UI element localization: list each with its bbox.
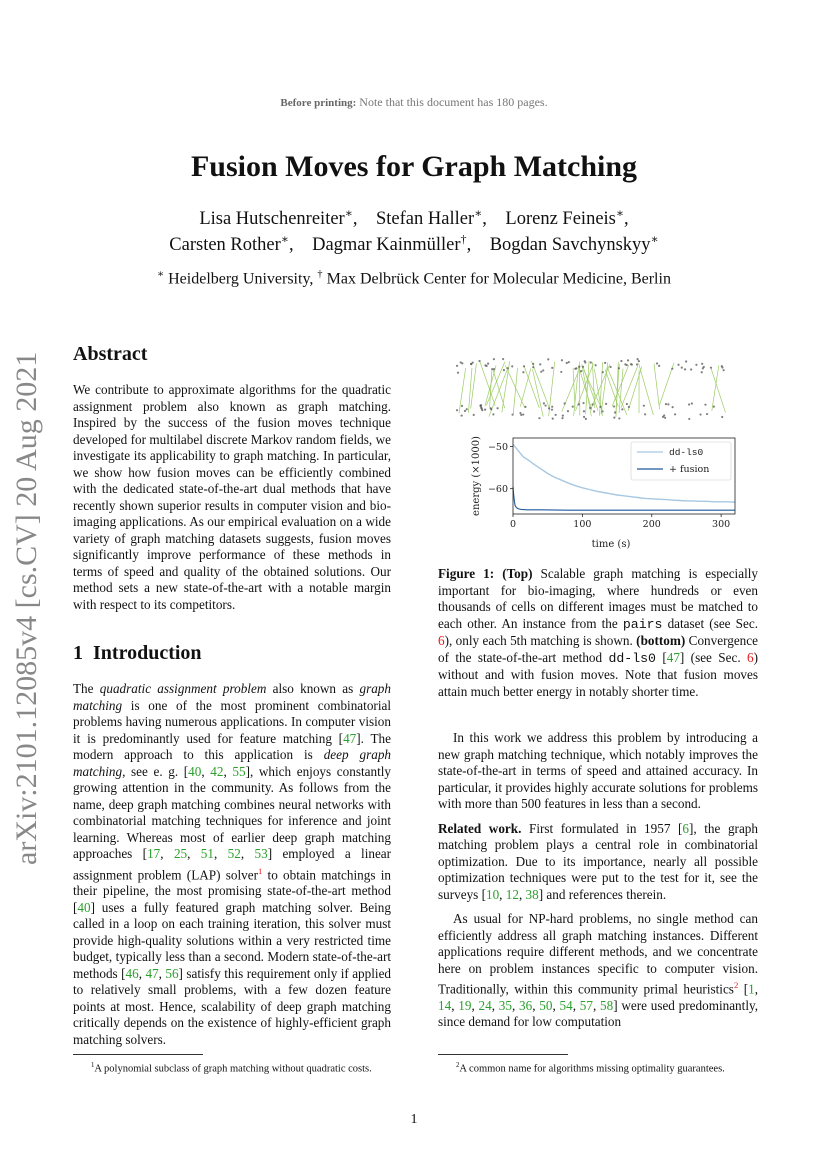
citation-link[interactable]: 56 [165, 965, 179, 981]
author: Dagmar Kainmüller† [312, 232, 467, 256]
abstract-text: We contribute to approximate algorithms for the quadratic assignment problem also known as graph matching. Inspired by the success of the fusion moves technique developed for multilabel discrete Markov random fields, we investigate its applicability to graph matching. In particular, we show how fusion moves can be efficiently combined with the dedicated state-of-the-art dual methods that have recently shown superior results in computer vision and bio-imaging applications. As our empirical evaluation on a wide variety of graph matching datasets suggests, fusion moves significantly improve performance of these methods in terms of speed and quality of the obtained solutions. Our method sets a new state-of-the-art with a notable margin with respect to its competitors. [73, 382, 391, 612]
footnote-marker[interactable]: 1 [257, 865, 263, 876]
x-tick-label: 0 [509, 519, 517, 530]
citation-link[interactable]: 52 [227, 846, 241, 861]
legend [631, 442, 731, 480]
author: Lorenz Feineis∗ [505, 206, 625, 230]
citation-link[interactable]: 1 [748, 981, 755, 997]
citation-link[interactable]: 47 [343, 730, 357, 746]
convergence-chart [455, 434, 740, 556]
paragraph-related-work: Related work. First formulated in 1957 [6], the graph matching problem plays a central role in combinatorial optimization. Due to its importance, nearly all possible optimization techniques were put to the test for it, see the surveys [10, 12, 38] and references therein. [438, 820, 758, 902]
author-line-1: Lisa Hutschenreiter∗, Stefan Haller∗, Lorenz Feineis∗, [199, 206, 629, 230]
paragraph: In this work we address this problem by introducing a new graph matching technique, which notably improves the state-of-the-art in terms of speed and attained accuracy. In particular, it provides highly accurate solutions for problems with more than 500 features in less than a second. [438, 730, 758, 811]
arxiv-stamp [10, 345, 50, 865]
section-ref-link[interactable]: 6 [438, 633, 445, 648]
citation-link[interactable]: 50 [539, 997, 553, 1013]
y-axis-label: energy (×1000) [471, 436, 482, 516]
citation-link[interactable]: 46 [125, 965, 139, 981]
footnote-marker[interactable]: 2 [733, 980, 739, 990]
right-column-text [438, 730, 758, 1031]
citation-link[interactable]: 36 [519, 997, 533, 1013]
citation-link[interactable]: 17 [147, 846, 161, 861]
series-line-fusion [513, 487, 735, 511]
section-ref-link[interactable]: 6 [747, 649, 754, 665]
printing-note-label: Before printing: [280, 97, 357, 109]
citation-link[interactable]: 40 [77, 899, 91, 915]
x-axis-label: time (s) [591, 539, 631, 550]
citation-link[interactable]: 35 [498, 997, 512, 1013]
x-tick-label: 300 [712, 519, 731, 530]
author: Stefan Haller∗ [376, 206, 483, 230]
figure-caption: Figure 1: (Top) Scalable graph matching is especially important for bio-imaging, where hundreds or even thousands of cells on different images must be matched to each other. An instance from the pairs dataset (see Sec. 6), only each 5th matching is shown. (bottom) Convergence of the state-of-the-art method dd-ls0 [47] (see Sec. 6) without and with fusion moves. Note that fusion moves attain much better energy in notably shorter time. [438, 566, 759, 699]
y-tick-label: −50 [487, 441, 508, 453]
introduction-text: The quadratic assignment problem also known as graph matching is one of the most prominent combinatorial problems having numerous applications. In computer vision it is predominantly used for feature matching [47]. The modern approach to this application is deep graph matching, see e. g. [40, 42, 55], which enjoys constantly growing attention in the community. As follows from the name, deep graph matching combines neural networks with combinatorial matching techniques for inference and joint learning. Whereas most of earlier deep graph matching approaches [17, 25, 51, 52, 53] employed a linear assignment problem (LAP) solver$^1$ to obtain matchings in their pipeline, the most promising state-of-the-art method [40] uses a fully featured graph matching solver. Being called in a loop on each training iteration, this solver must provide high-quality solutions within a very restricted time budget, typically less than a second. Modern state-of-the-art methods [46, 47, 56] satisfy this requirement only if applied to relatively small problems, with a few dozen feature points at most. Hence, scalability of deep graph matching critically depends on the existence of highly-efficient graph matching solvers. [73, 681, 392, 1047]
citation-link[interactable]: 19 [458, 997, 472, 1013]
citation-link[interactable]: 24 [478, 997, 492, 1013]
printing-note-text: Note that this document has 180 pages. [359, 95, 548, 109]
citation-link[interactable]: 47 [666, 649, 680, 665]
citation-link[interactable]: 57 [579, 997, 593, 1013]
affiliations: ∗ Heidelberg University, † Max Delbrück Center for Molecular Medicine, Berlin [157, 269, 671, 288]
paragraph: As usual for NP-hard problems, no single method can efficiently address all graph matching instances. Different applications require different methods, and we concentrate here on problem instances specific to computer vision. Traditionally, within this community primal heuristics$^2$ [1, 14, 19, 24, 35, 36, 50, 54, 57, 58] were used predominantly, since demand for low computation [438, 911, 759, 1030]
citation-link[interactable]: 54 [559, 997, 573, 1013]
citation-link[interactable]: 58 [600, 997, 614, 1013]
citation-link[interactable]: 40 [188, 763, 202, 779]
graph-matching-illustration [455, 353, 735, 423]
footnote-rule [438, 1054, 568, 1055]
section-heading-introduction: 1 Introduction [73, 642, 202, 664]
abstract-heading: Abstract [73, 343, 148, 365]
author: Bogdan Savchynskyy∗ [489, 232, 659, 256]
citation-link[interactable]: 53 [254, 846, 268, 861]
arxiv-id: arXiv:2101.12085v4 [cs.CV] 20 Aug 2021 [10, 351, 43, 865]
legend-label-dd-ls0: dd-ls0 [669, 447, 704, 458]
citation-link[interactable]: 14 [438, 997, 452, 1013]
citation-link[interactable]: 55 [232, 763, 246, 779]
printing-note [0, 95, 828, 110]
citation-link[interactable]: 10 [485, 886, 500, 902]
citation-link[interactable]: 51 [200, 846, 214, 861]
page-number: 1 [410, 1112, 418, 1127]
citation-link[interactable]: 38 [525, 886, 539, 902]
legend-label-fusion: + fusion [669, 464, 710, 475]
author: Lisa Hutschenreiter∗ [199, 206, 353, 230]
citation-link[interactable]: 47 [145, 965, 159, 981]
citation-link[interactable]: 42 [210, 763, 224, 779]
author: Carsten Rother∗ [169, 232, 289, 256]
footnote-rule [73, 1054, 203, 1055]
x-tick-label: 200 [642, 519, 661, 530]
paper-title: Fusion Moves for Graph Matching [190, 150, 638, 183]
author-line-2: Carsten Rother∗, Dagmar Kainmüller†, Bogdan Savchynskyy∗ [169, 232, 659, 256]
x-tick-label: 100 [573, 519, 592, 530]
footnote-1: $^1$A polynomial subclass of graph matching without quadratic costs. [73, 1054, 391, 1076]
footnote-2: $^2$A common name for algorithms missing optimality guarantees. [438, 1054, 758, 1076]
y-tick-label: −60 [487, 484, 508, 496]
citation-link[interactable]: 6 [682, 820, 689, 836]
citation-link[interactable]: 12 [505, 886, 519, 902]
citation-link[interactable]: 25 [173, 846, 188, 861]
